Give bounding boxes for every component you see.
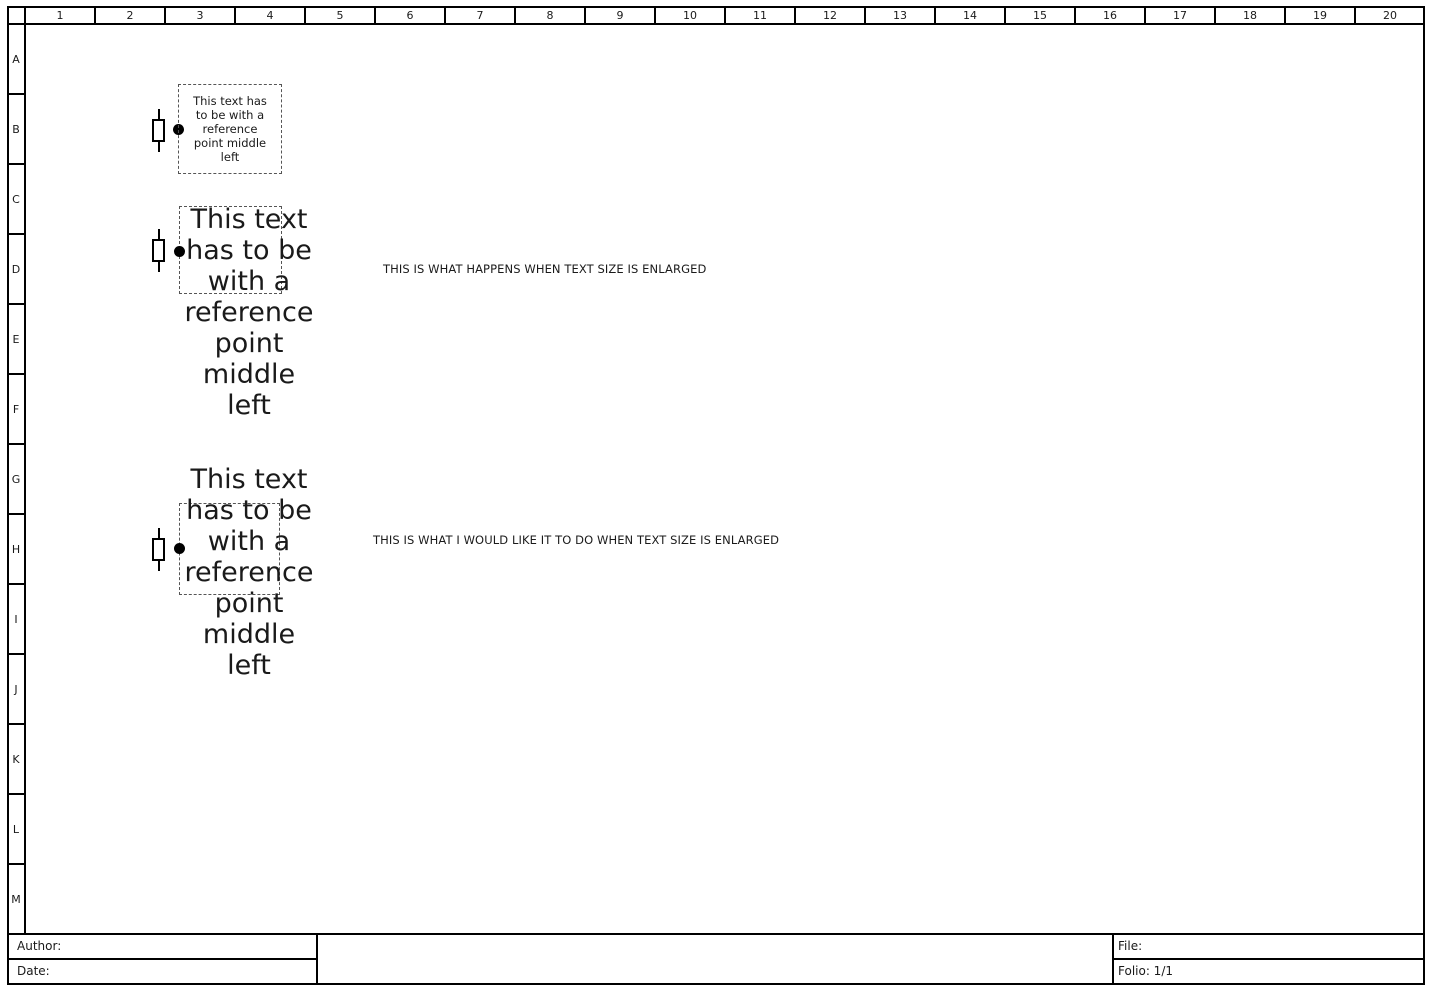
large-text-line: has to be [186,495,312,526]
row-header-G: G [11,472,21,486]
column-divider-line [1144,6,1146,25]
titleblock-date-label: Date: [17,964,50,978]
large-text-line: This text [190,204,308,235]
titleblock-folio-label: Folio: 1/1 [1118,964,1173,978]
column-divider-line [304,6,306,25]
resistor-lead-icon [158,142,160,152]
large-text-line: This text [190,464,308,495]
resistor-body-icon [152,119,165,142]
row-header-I: I [14,612,18,626]
column-header-2: 2 [126,8,134,22]
large-text-line: with a [207,526,291,557]
large-text-line: has to be [186,235,312,266]
row-divider-line [7,93,26,95]
row-divider-line [7,373,26,375]
column-header-18: 18 [1243,8,1257,22]
column-header-3: 3 [196,8,204,22]
row-header-C: C [12,192,20,206]
column-header-4: 4 [266,8,274,22]
column-header-16: 16 [1103,8,1117,22]
column-header-7: 7 [476,8,484,22]
column-divider-line [864,6,866,25]
resistor-lead-icon [158,109,160,119]
column-divider-line [724,6,726,25]
large-text-line: point [214,588,284,619]
text-enlarged-desired[interactable] [149,464,349,681]
caption-enlarged-actual[interactable]: THIS IS WHAT HAPPENS WHEN TEXT SIZE IS ENLARGED [383,262,707,276]
column-header-8: 8 [546,8,554,22]
column-divider-line [654,6,656,25]
column-header-19: 19 [1313,8,1327,22]
frame-bottom-line [7,983,1425,985]
column-header-14: 14 [963,8,977,22]
resistor-symbol-small[interactable] [152,109,165,152]
small-text-line: to be with a [195,108,265,122]
text-field-small[interactable] [178,84,282,174]
row-divider-line [7,723,26,725]
column-header-15: 15 [1033,8,1047,22]
titleblock-left-divider [7,958,318,960]
column-header-10: 10 [683,8,697,22]
column-divider-line [1354,6,1356,25]
row-divider-line [7,793,26,795]
column-divider-line [584,6,586,25]
column-divider-line [444,6,446,25]
large-text-line: reference [184,297,314,328]
row-header-E: E [12,332,20,346]
titleblock-file-label: File: [1118,939,1143,953]
titleblock-top-line [7,933,1425,935]
row-header-H: H [11,542,21,556]
row-header-M: M [11,892,21,906]
column-header-12: 12 [823,8,837,22]
column-header-1: 1 [56,8,64,22]
column-divider-line [234,6,236,25]
small-text-line: reference [202,122,258,136]
row-divider-line [7,583,26,585]
row-divider-line [7,163,26,165]
column-divider-line [1074,6,1076,25]
column-header-9: 9 [616,8,624,22]
column-header-20: 20 [1383,8,1397,22]
row-divider-line [7,513,26,515]
row-divider-line [7,303,26,305]
row-header-K: K [12,752,20,766]
frame-right-line [1423,6,1425,985]
row-header-F: F [12,402,20,416]
column-header-6: 6 [406,8,414,22]
titleblock-author-label: Author: [17,939,62,953]
row-divider-line [7,443,26,445]
large-text-line: middle [202,359,296,390]
column-header-13: 13 [893,8,907,22]
row-header-A: A [12,52,20,66]
small-text-line: This text has [193,94,267,108]
column-divider-line [934,6,936,25]
row-divider-line [7,863,26,865]
row-header-L: L [12,822,20,836]
column-divider-line [1004,6,1006,25]
column-header-11: 11 [753,8,767,22]
column-divider-line [1284,6,1286,25]
large-text-line: left [227,390,271,421]
row-divider-line [7,653,26,655]
column-divider-line [374,6,376,25]
large-text-line: with a [207,266,291,297]
caption-enlarged-desired[interactable]: THIS IS WHAT I WOULD LIKE IT TO DO WHEN TEXT SIZE IS ENLARGED [373,533,780,547]
text-enlarged-actual[interactable] [149,204,349,421]
column-header-5: 5 [336,8,344,22]
row-header-B: B [12,122,20,136]
column-divider-line [794,6,796,25]
titleblock-vline-right [1112,933,1114,985]
large-text-line: left [227,650,271,681]
column-header-17: 17 [1173,8,1187,22]
column-divider-line [514,6,516,25]
small-text-line: point middle [193,136,267,150]
row-header-D: D [11,262,21,276]
column-divider-line [94,6,96,25]
row-header-J: J [14,682,18,696]
column-divider-line [1214,6,1216,25]
titleblock-vline-left [316,933,318,985]
row-divider-line [7,233,26,235]
small-text-line: left [220,150,240,164]
large-text-line: point [214,328,284,359]
large-text-line: reference [184,557,314,588]
large-text-line: middle [202,619,296,650]
column-divider-line [164,6,166,25]
